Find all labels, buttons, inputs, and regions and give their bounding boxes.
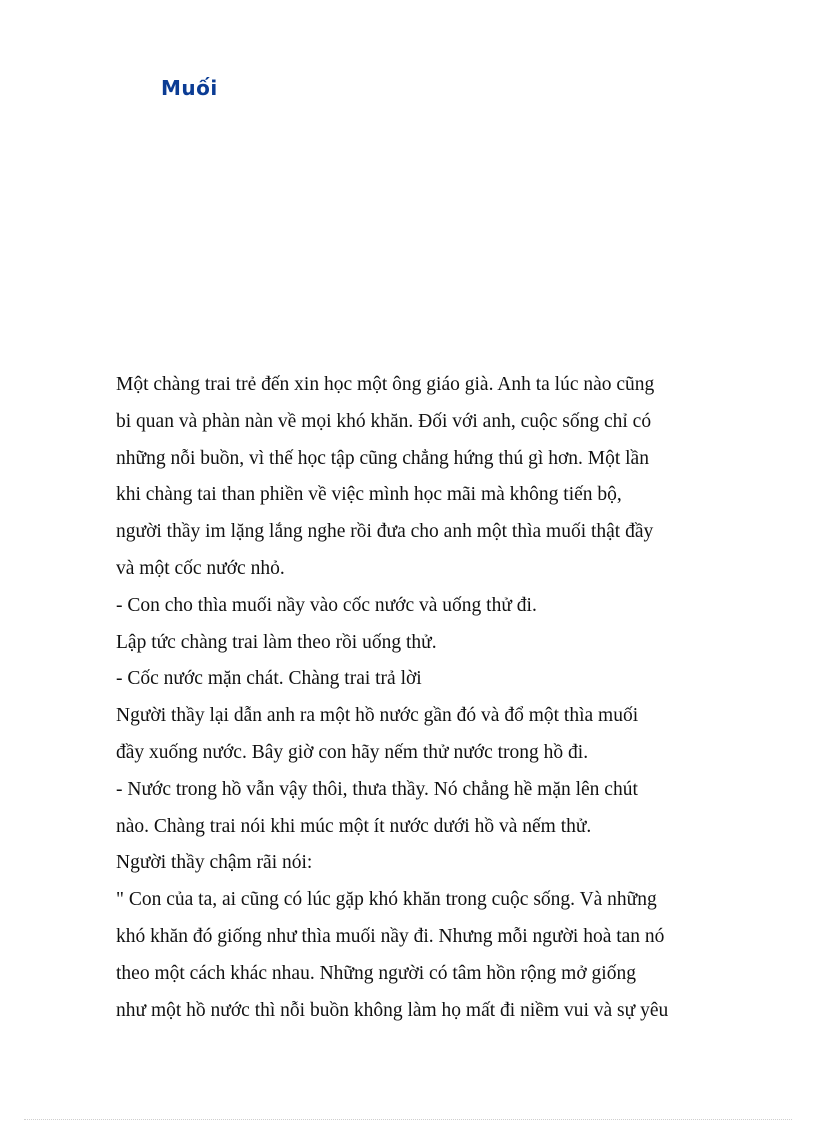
quote-line: khó khăn đó giống như thìa muối nầy đi. Nhưng mỗi người hoà tan nó [116,925,665,947]
page-bottom-divider [24,1119,792,1120]
quote-line: như một hồ nước thì nỗi buồn không làm họ mất đi niềm vui và sự yêu [116,999,669,1021]
story-body [116,367,741,1029]
paragraph-line: đầy xuống nước. Bây giờ con hãy nếm thử nước trong hồ đi. [116,741,589,763]
paragraph-line: nào. Chàng trai nói khi múc một ít nước dưới hồ và nếm thử. [116,815,592,837]
quote-line: theo một cách khác nhau. Những người có tâm hồn rộng mở giống [116,962,636,984]
quote-line: " Con của ta, ai cũng có lúc gặp khó khăn trong cuộc sống. Và những [116,889,657,911]
paragraph-line: Lập tức chàng trai làm theo rồi uống thử. [116,631,437,653]
dialogue-line: - Con cho thìa muối nầy vào cốc nước và uống thử đi. [116,594,537,616]
paragraph-line: Người thầy lại dẫn anh ra một hồ nước gần đó và đổ một thìa muối [116,705,639,727]
dialogue-line: - Nước trong hồ vẫn vậy thôi, thưa thầy. Nó chẳng hề mặn lên chút [116,778,638,800]
paragraph-line: Một chàng trai trẻ đến xin học một ông giáo già. Anh ta lúc nào cũng [116,374,655,395]
paragraph-line: bi quan và phàn nàn về mọi khó khăn. Đối với anh, cuộc sống chỉ có [116,410,652,432]
paragraph-line: người thầy im lặng lắng nghe rồi đưa cho anh một thìa muối thật đầy [116,521,654,543]
paragraph-line: Người thầy chậm rãi nói: [116,852,313,874]
dialogue-line: - Cốc nước mặn chát. Chàng trai trả lời [116,668,422,690]
paragraph-line: và một cốc nước nhỏ. [116,557,285,579]
document-title: Muối [161,76,218,100]
paragraph-line: khi chàng tai than phiền về việc mình học mãi mà không tiến bộ, [116,484,622,506]
paragraph-line: những nỗi buồn, vì thế học tập cũng chẳng hứng thú gì hơn. Một lần [116,447,649,469]
